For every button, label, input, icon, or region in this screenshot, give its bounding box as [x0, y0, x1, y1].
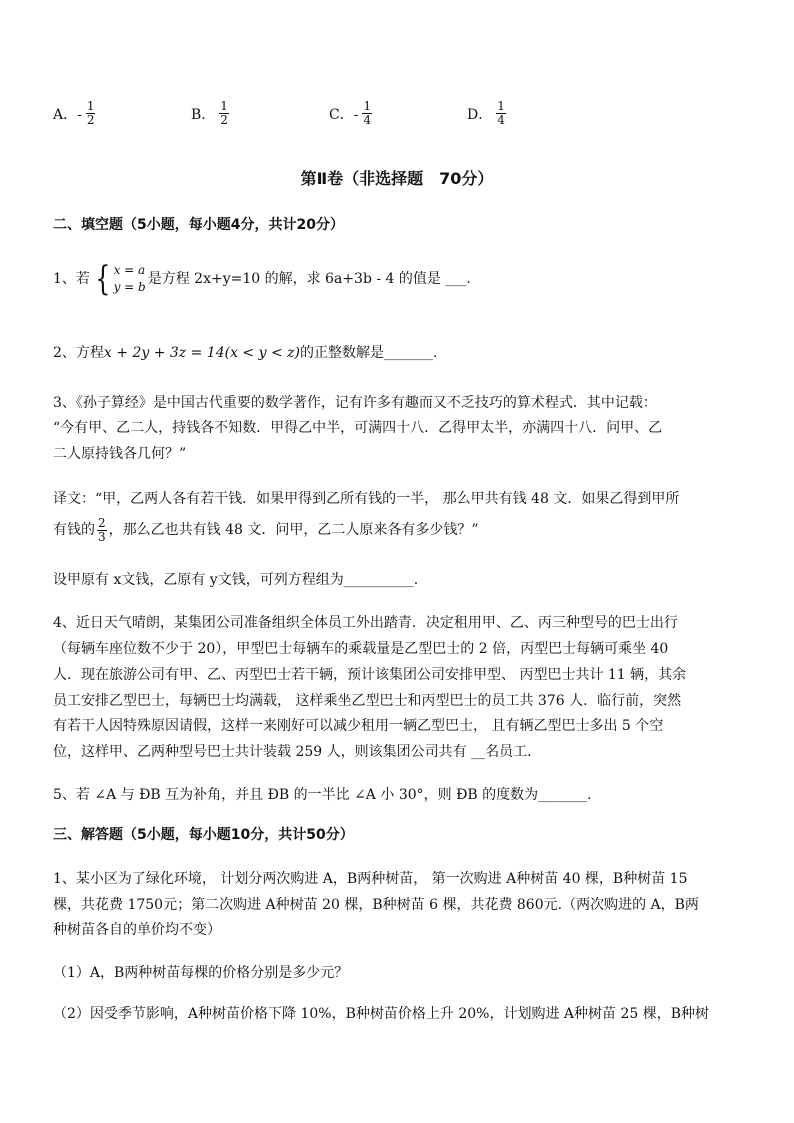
q3-line: 设甲原有 x文钱，乙原有 y文钱，可列方程组为__________. — [53, 572, 419, 588]
option-label: D． — [467, 106, 493, 123]
option-b — [191, 100, 231, 127]
fill-question-1 — [53, 259, 471, 299]
option-fraction: $\frac{1}{2}$ — [220, 99, 228, 127]
question-prefix: 1、若 — [53, 271, 90, 287]
option-fraction: $\frac{1}{4}$ — [363, 99, 372, 127]
inline-equation: x + 2y + 3z = 14(x < y < z) — [103, 345, 300, 361]
q4-line: 有若干人因特殊原因请假，这样一来刚好可以减少租用一辆乙型巴士， 且有辆乙型巴士多出 5 个空 — [53, 718, 664, 734]
question-text: 是方程 2x+y=10 的解，求 6a+3b - 4 的值是 ___. — [147, 271, 471, 287]
option-label: B． — [191, 106, 216, 123]
two-thirds-fraction: $\frac{2}{3}$ — [98, 515, 106, 544]
option-label: C．- — [329, 106, 359, 123]
q4-line: 4、近日天气晴朗，某集团公司准备组织全体员工外出踏青．决定租用甲、乙、丙三种型号的巴士出行 — [53, 615, 678, 631]
q3-line: 译文：“甲，乙两人各有若干钱．如果甲得到乙所有钱的一半， 那么甲共有钱 48 文．如果乙得到甲所 — [53, 491, 680, 507]
q3-text: 有钱的 — [53, 522, 95, 538]
system-row: y = b — [113, 280, 146, 294]
q3-line: 二人原持钱各几何？” — [53, 446, 187, 462]
s1-part-2: （2）因受季节影响，A种树苗价格下降 10%，B种树苗价格上升 20%，计划购进 A种树苗 25 棵，B种树 — [53, 1006, 710, 1022]
question-prefix: 2、方程 — [53, 345, 104, 361]
fill-section-title: 二、填空题（5小题，每小题4分，共计20分） — [53, 217, 344, 233]
question-text: 的正整数解是_______. — [300, 345, 438, 361]
s1-line: 1、某小区为了绿化环境， 计划分两次购进 A，B两种树苗， 第一次购进 A种树苗 40 棵，B种树苗 15 — [53, 871, 688, 887]
option-c — [329, 100, 374, 127]
q4-line: 人．现在旅游公司有甲、乙、丙型巴士若干辆，预计该集团公司安排甲型、 丙型巴士共计 11 辆，其余 — [53, 667, 687, 683]
q3-line: 3、《孙子算经》是中国古代重要的数学著作，记有许多有趣而又不乏技巧的算术程式．其中记载： — [53, 395, 657, 411]
q3-text: ，那么乙也共有钱 48 文．问甲，乙二人原来各有多少钱？” — [108, 522, 479, 538]
equation-system — [92, 259, 146, 299]
s1-line: 种树苗各自的单价均不变） — [53, 922, 221, 938]
q4-line: （每辆车座位数不少于 20），甲型巴士每辆车的乘载量是乙型巴士的 2 倍，丙型巴士每辆可乘坐 40 — [53, 641, 669, 657]
q4-line: 员工安排乙型巴士，每辆巴士均满载， 这样乘坐乙型巴士和丙型巴士的员工共 376 人．临行前，突然 — [53, 693, 682, 709]
fill-question-2 — [53, 344, 437, 362]
fill-question-5: 5、若 ∠A 与 ÐB 互为补角，并且 ÐB 的一半比 ∠A 小 30°，则 ÐB 的度数为_______. — [53, 787, 592, 803]
option-label: A．- — [53, 106, 82, 123]
option-a — [53, 100, 97, 127]
brace-symbol: { — [95, 259, 111, 299]
q3-line: “今有甲、乙二人，持钱各不知数．甲得乙中半，可满四十八．乙得甲太半，亦满四十八．问甲、乙 — [53, 420, 663, 436]
s1-part-1: （1）A，B两种树苗每棵的价格分别是多少元？ — [53, 965, 349, 981]
solve-section-title: 三、解答题（5小题，每小题10分，共计50分） — [53, 827, 354, 843]
q3-line-fraction — [53, 515, 479, 545]
option-fraction: $\frac{1}{2}$ — [86, 99, 95, 127]
option-d — [467, 100, 508, 127]
system-row: x = a — [113, 263, 146, 277]
q4-line: 位，这样甲、乙两种型号巴士共计装载 259 人，则该集团公司共有 __名员工. — [53, 744, 532, 760]
s1-line: 棵，共花费 1750元；第二次购进 A种树苗 20 棵，B种树苗 6 棵，共花费 860元.（两次购进的 A，B两 — [53, 897, 699, 913]
option-fraction: $\frac{1}{4}$ — [497, 99, 505, 127]
volume-title: 第Ⅱ卷（非选择题 70分） — [300, 169, 494, 188]
